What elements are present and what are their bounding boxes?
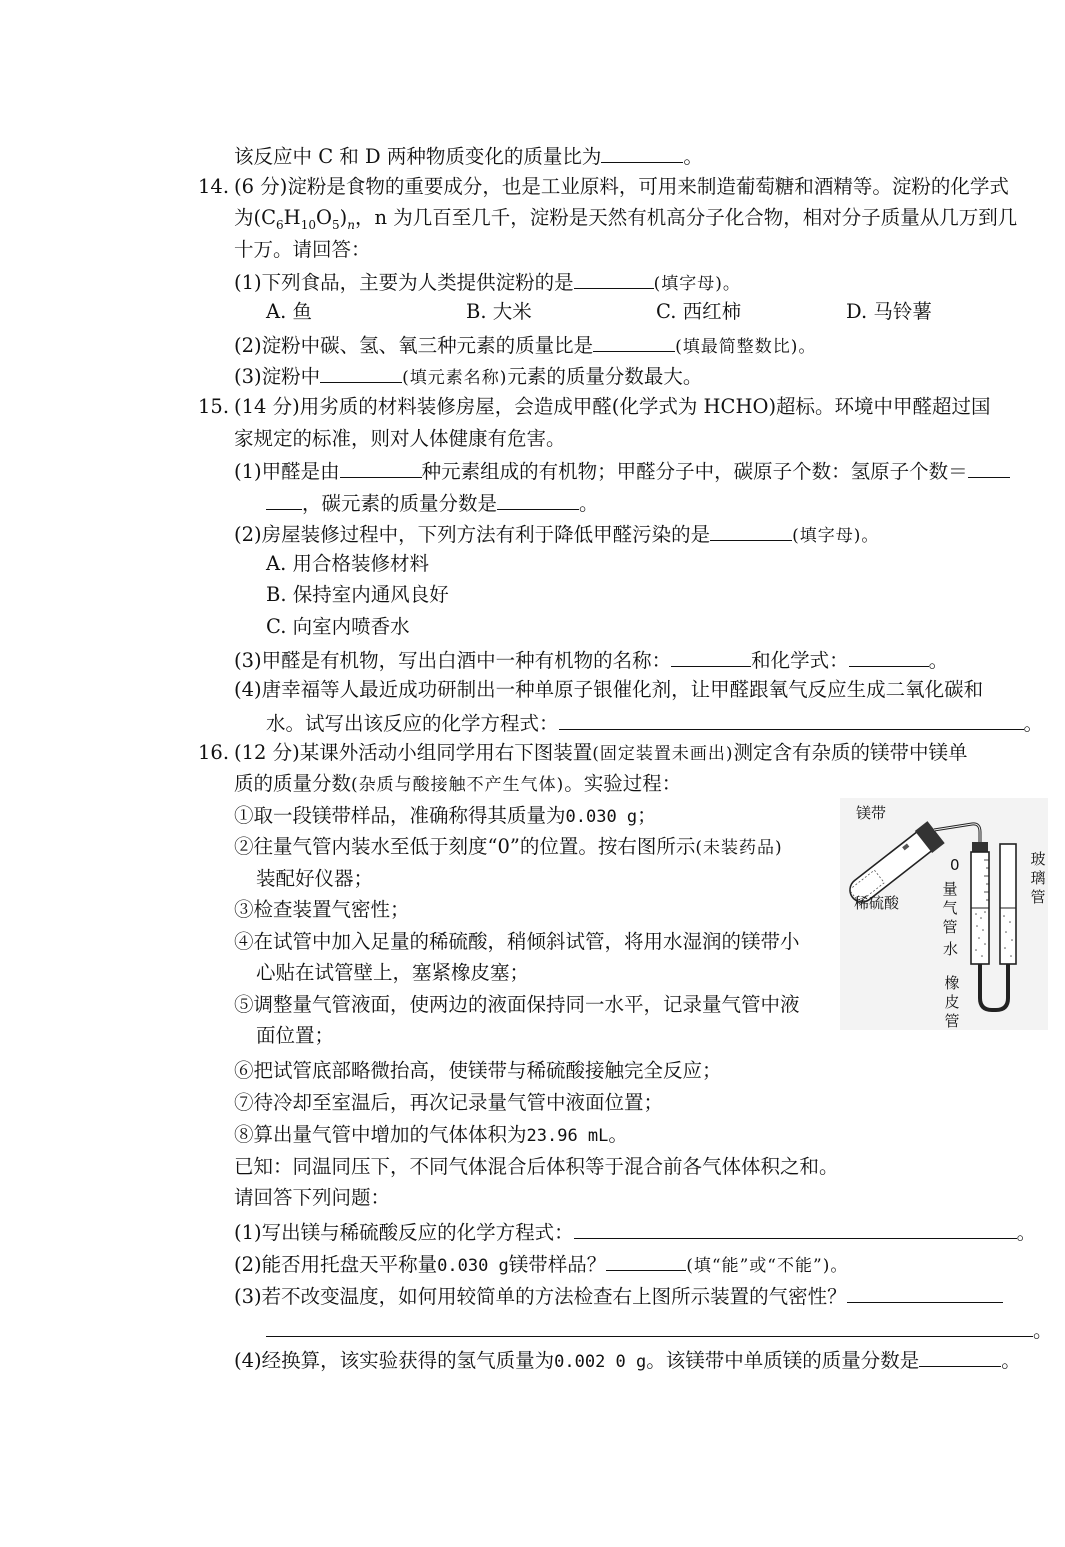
apparatus-figure xyxy=(840,798,1048,1030)
q13-tail-text: 该反应中 C 和 D 两种物质变化的质量比为 xyxy=(234,145,602,168)
q15-equation-blank[interactable] xyxy=(559,709,1024,730)
q16-stem-line1: (12 分)某课外活动小组同学用右下图装置(固定装置未画出)测定含有杂质的镁带中镁单 xyxy=(234,741,968,764)
q14-stem-line3: 十万。请回答： xyxy=(234,238,371,261)
q14-part1: (1)下列食品，主要为人类提供淀粉的是 (填字母)。 xyxy=(234,268,741,297)
q16-step1: ①取一段镁带样品，准确称得其质量为0.030 g； xyxy=(234,804,657,827)
label-glass-tube: 玻璃管 xyxy=(1030,850,1046,906)
q14-number: 14. xyxy=(198,175,230,198)
q15-stem-line2: 家规定的标准，则对人体健康有危害。 xyxy=(234,427,566,450)
q14-option-d: D. 马铃薯 xyxy=(846,300,932,323)
q16-step2-line1: ②往量气管内装水至低于刻度“0”的位置。按右图所示(未装药品) xyxy=(234,835,783,858)
q14-option-c: C. 西红柿 xyxy=(656,300,742,323)
q15-ratio-blank-start[interactable] xyxy=(968,457,1010,478)
q14-part3-blank[interactable] xyxy=(320,362,402,383)
q13-answer-blank[interactable] xyxy=(601,142,683,163)
q16-part4: (4)经换算，该实验获得的氢气质量为0.002 0 g。该镁带中单质镁的质量分数是 。 xyxy=(234,1346,1021,1375)
q15-ratio-blank-end[interactable] xyxy=(266,489,302,510)
q15-formula-blank[interactable] xyxy=(849,646,929,667)
q16-stem-line2: 质的质量分数(杂质与酸接触不产生气体)。实验过程： xyxy=(234,772,682,795)
q16-step4-line2: 心贴在试管壁上，塞紧橡皮塞； xyxy=(256,961,530,984)
q16-airtight-blank-end[interactable] xyxy=(266,1316,1033,1337)
q16-equation-blank[interactable] xyxy=(574,1218,1017,1239)
q15-part2-blank[interactable] xyxy=(710,520,792,541)
q14-option-a: A. 鱼 xyxy=(266,300,312,323)
q16-part3-line1: (3)若不改变温度，如何用较简单的方法检查右上图所示装置的气密性？ xyxy=(234,1282,1003,1310)
q15-organic-name-blank[interactable] xyxy=(671,646,751,667)
q16-part1: (1)写出镁与稀硫酸反应的化学方程式： 。 xyxy=(234,1218,1036,1246)
q15-option-b: B. 保持室内通风良好 xyxy=(266,583,449,606)
label-rubber-tube: 橡皮管 xyxy=(944,974,960,1030)
q16-known-fact: 已知：同温同压下，不同气体混合后体积等于混合前各气体体积之和。 xyxy=(234,1155,839,1178)
q16-part3-line2: 。 xyxy=(266,1316,1053,1344)
q16-step3: ③检查装置气密性； xyxy=(234,898,410,921)
q16-step6: ⑥把试管底部略微抬高，使镁带与稀硫酸接触完全反应； xyxy=(234,1059,722,1082)
label-magnesium-ribbon: 镁带 xyxy=(856,804,887,822)
q15-part1-line2: ，碳元素的质量分数是 。 xyxy=(266,489,599,517)
q16-step8: ⑧算出量气管中增加的气体体积为23.96 mL。 xyxy=(234,1123,628,1146)
q14-part3: (3)淀粉中 (填元素名称)元素的质量分数最大。 xyxy=(234,362,702,391)
q14-part2: (2)淀粉中碳、氢、氧三种元素的质量比是 (填最简整数比)。 xyxy=(234,331,816,360)
q15-stem-line1: (14 分)用劣质的材料装修房屋，会造成甲醛(化学式为 HCHO)超标。环境中甲醛超过国 xyxy=(234,395,991,418)
q14-option-b: B. 大米 xyxy=(466,300,532,323)
q16-ask: 请回答下列问题： xyxy=(234,1186,391,1209)
q15-part1-line1: (1)甲醛是由 种元素组成的有机物；甲醛分子中，碳原子个数：氢原子个数＝ xyxy=(234,457,1010,485)
q15-elements-blank[interactable] xyxy=(340,457,422,478)
q16-mg-fraction-blank[interactable] xyxy=(919,1346,1001,1367)
q16-airtight-blank-start[interactable] xyxy=(847,1282,1003,1303)
q16-balance-blank[interactable] xyxy=(606,1250,686,1271)
q16-part2: (2)能否用托盘天平称量0.030 g镁带样品？ (填“能”或“不能”)。 xyxy=(234,1250,848,1279)
q15-part4-line1: (4)唐幸福等人最近成功研制出一种单原子银催化剂，让甲醛跟氧气反应生成二氧化碳和 xyxy=(234,678,984,701)
q15-part3: (3)甲醛是有机物，写出白酒中一种有机物的名称： 和化学式： 。 xyxy=(234,646,948,674)
label-water: 水 xyxy=(943,940,959,958)
label-zero-mark: 0 xyxy=(950,856,960,874)
q15-option-c: C. 向室内喷香水 xyxy=(266,615,410,638)
q15-option-a: A. 用合格装修材料 xyxy=(266,552,429,575)
q16-step4-line1: ④在试管中加入足量的稀硫酸，稍倾斜试管，将用水湿润的镁带小 xyxy=(234,930,800,953)
q16-number: 16. xyxy=(198,741,230,764)
q15-part4-line2: 水。试写出该反应的化学方程式： 。 xyxy=(266,709,1043,737)
label-measuring-tube: 量气管 xyxy=(942,880,958,936)
q16-step5-line1: ⑤调整量气管液面，使两边的液面保持同一水平，记录量气管中液 xyxy=(234,993,800,1016)
q16-step2-line2: 装配好仪器； xyxy=(256,867,374,890)
q14-stem-line1: (6 分)淀粉是食物的重要成分，也是工业原料，可用来制造葡萄糖和酒精等。淀粉的化学式 xyxy=(234,175,1009,198)
q14-part2-blank[interactable] xyxy=(593,331,675,352)
q15-part2: (2)房屋装修过程中，下列方法有利于降低甲醛污染的是 (填字母)。 xyxy=(234,520,879,549)
label-dilute-sulfuric-acid: 稀硫酸 xyxy=(854,894,900,912)
q16-step5-line2: 面位置； xyxy=(256,1024,335,1047)
q16-step7: ⑦待冷却至室温后，再次记录量气管中液面位置； xyxy=(234,1091,664,1114)
q14-part1-blank[interactable] xyxy=(574,268,654,289)
q15-carbon-fraction-blank[interactable] xyxy=(497,489,579,510)
q15-number: 15. xyxy=(198,395,230,418)
q14-stem-line2: 为$(C_6H_{10}O_5)_n$，n 为几百至几千，淀粉是天然有机高分子化合物，相对分子质量从几万到几 xyxy=(234,206,1018,232)
q13-tail-line: 该反应中 C 和 D 两种物质变化的质量比为 。 xyxy=(234,142,703,170)
